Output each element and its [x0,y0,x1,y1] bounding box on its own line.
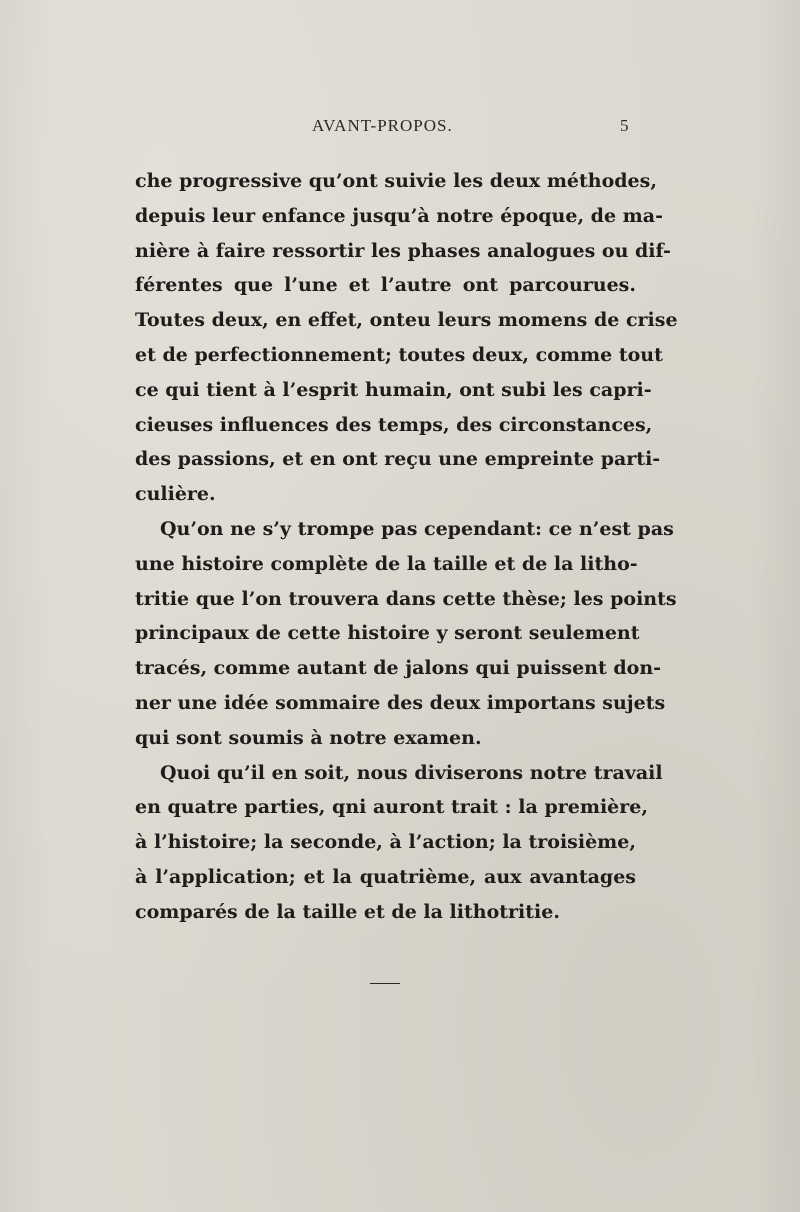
end-rule-divider [370,983,400,984]
text-line: une histoire complète de la taille et de la litho- [135,552,638,575]
text-line: principaux de cette histoire y seront seulement [135,622,640,645]
text-line: tritie que l’on trouvera dans cette thèse; les points [135,587,677,610]
text-line: ce qui tient à l’esprit humain, ont subi les capri- [135,378,652,401]
text-line: et de perfectionnement; toutes deux, comme tout [135,343,663,366]
text-line: che progressive qu’ont suivie les deux méthodes, [135,170,657,192]
text-line: cieuses influences des temps, des circonstances, [135,413,653,436]
page-number: 5 [620,116,629,135]
text-line: ner une idée sommaire des deux importans sujets [135,691,666,714]
body-text [135,164,678,930]
text-line: à l’histoire; la seconde, à l’action; la troisième, [135,831,636,854]
text-line: des passions, et en ont reçu une empreinte parti- [135,448,661,471]
text-line: Toutes deux, en effet, onteu leurs momens de crise [135,309,678,332]
text-line: nière à faire ressortir les phases analogues ou dif- [135,239,671,262]
text-line: à l’application; et la quatrième, aux avantages [135,865,636,888]
text-line: tracés, comme autant de jalons qui puissent don- [135,657,662,680]
running-title: AVANT-PROPOS. [312,116,453,135]
text-line: culière. [135,483,216,506]
text-line: férentes que l’une et l’autre ont parcourues. [135,274,636,297]
running-head [0,116,800,140]
text-line: Quoi qu’il en soit, nous diviserons notre travail [160,761,663,784]
text-line: qui sont soumis à notre examen. [135,726,482,749]
text-line: en quatre parties, qni auront trait : la première, [135,796,648,819]
text-line: Qu’on ne s’y trompe pas cependant: ce n’est pas [160,517,674,540]
text-line: depuis leur enfance jusqu’à notre époque, de ma- [135,204,663,227]
text-line: comparés de la taille et de la lithotritie. [135,900,560,923]
